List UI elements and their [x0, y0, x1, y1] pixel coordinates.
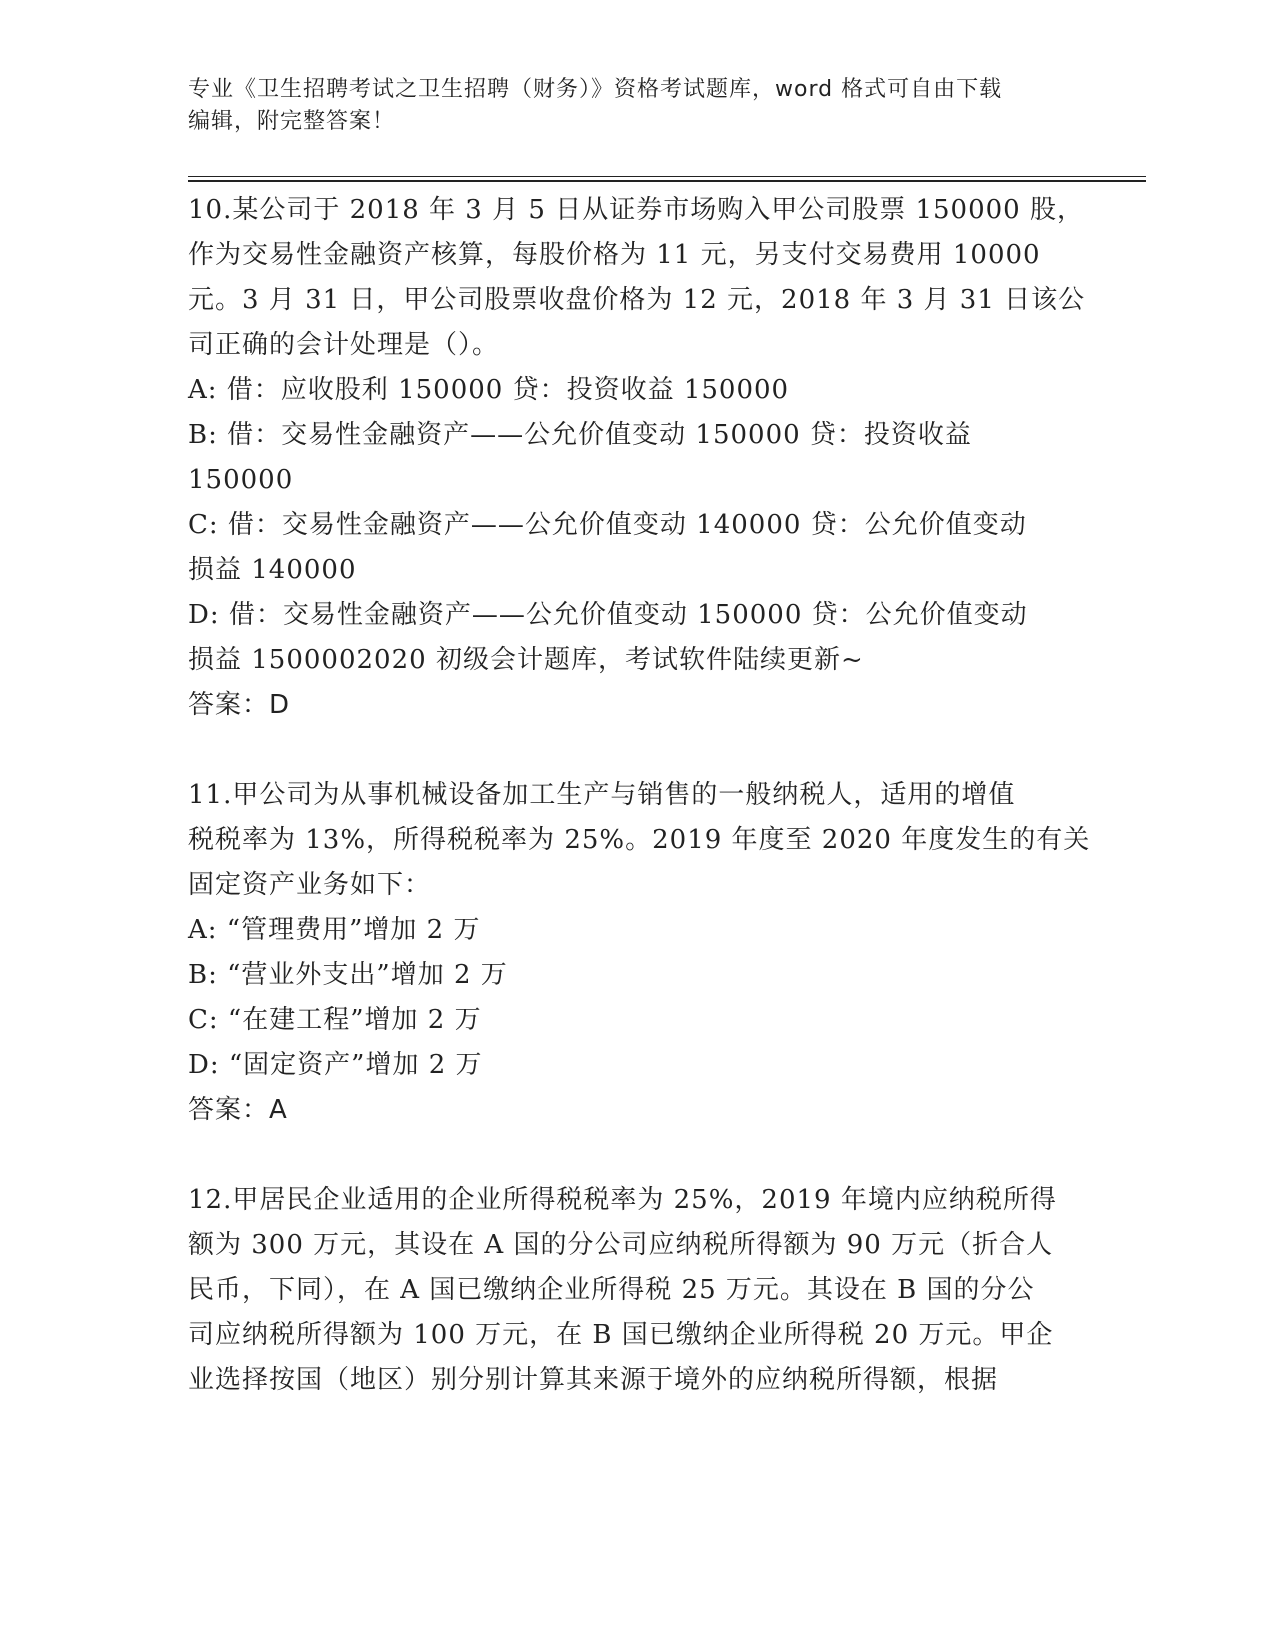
option-text-line: D: “固定资产”增加 2 万: [188, 1050, 483, 1080]
option-text-line: B: “营业外支出”增加 2 万: [188, 960, 508, 990]
question-text-line: 司正确的会计处理是（）。: [188, 330, 500, 360]
question-text-line: 额为 300 万元，其设在 A 国的分公司应纳税所得额为 90 万元（折合人: [188, 1230, 1054, 1260]
option-a: [188, 368, 1068, 413]
question-11: [188, 773, 1091, 1133]
question-12: [188, 1178, 1068, 1403]
option-d: [188, 1043, 1068, 1088]
option-b: [188, 413, 1068, 503]
question-text-line: 元。3 月 31 日，甲公司股票收盘价格为 12 元，2018 年 3 月 31 日该公: [188, 285, 1086, 315]
question-text-line: 作为交易性金融资产核算，每股价格为 11 元，另支付交易费用 10000: [188, 240, 1041, 270]
option-text-line: B: 借：交易性金融资产——公允价值变动 150000 贷：投资收益: [188, 420, 972, 450]
document-header: [188, 74, 1068, 138]
question-text-line: 12.甲居民企业适用的企业所得税税率为 25%，2019 年境内应纳税所得: [188, 1185, 1057, 1215]
option-text-line: A: “管理费用”增加 2 万: [188, 915, 481, 945]
question-stem: [188, 188, 1086, 368]
question-text-line: 固定资产业务如下：: [188, 870, 432, 900]
option-a: [188, 908, 1068, 953]
header-divider: [188, 176, 1146, 182]
header-line: 专业《卫生招聘考试之卫生招聘（财务）》资格考试题库，word 格式可自由下载: [188, 77, 1003, 102]
option-text-line: C: “在建工程”增加 2 万: [188, 1005, 482, 1035]
spacer: [188, 728, 1068, 773]
question-text-line: 10.某公司于 2018 年 3 月 5 日从证券市场购入甲公司股票 150000 股，: [188, 195, 1084, 225]
option-c: [188, 998, 1068, 1043]
question-text-line: 业选择按国（地区）别分别计算其来源于境外的应纳税所得额，根据: [188, 1365, 999, 1395]
question-stem: [188, 1178, 1068, 1403]
answer-line: 答案：D: [188, 690, 291, 720]
question-text-line: 司应纳税所得额为 100 万元，在 B 国已缴纳企业所得税 20 万元。甲企: [188, 1320, 1054, 1350]
question-10: [188, 188, 1086, 728]
question-text-line: 11.甲公司为从事机械设备加工生产与销售的一般纳税人，适用的增值: [188, 780, 1016, 810]
option-b: [188, 953, 1068, 998]
header-line: 编辑，附完整答案！: [188, 109, 396, 134]
option-text-line: 150000: [188, 465, 294, 495]
option-d: [188, 593, 1068, 683]
question-stem: [188, 773, 1091, 908]
answer-line: 答案：A: [188, 1095, 288, 1125]
option-text-line: 损益 140000: [188, 555, 357, 585]
spacer: [188, 1133, 1068, 1178]
question-list: [188, 188, 1091, 1403]
option-text-line: 损益 1500002020 初级会计题库，考试软件陆续更新~: [188, 645, 864, 675]
option-c: [188, 503, 1068, 593]
question-text-line: 税税率为 13%，所得税税率为 25%。2019 年度至 2020 年度发生的有关: [188, 825, 1091, 855]
question-text-line: 民币，下同），在 A 国已缴纳企业所得税 25 万元。其设在 B 国的分公: [188, 1275, 1035, 1305]
option-text-line: C: 借：交易性金融资产——公允价值变动 140000 贷：公允价值变动: [188, 510, 1027, 540]
option-text-line: D: 借：交易性金融资产——公允价值变动 150000 贷：公允价值变动: [188, 600, 1028, 630]
option-text-line: A: 借：应收股利 150000 贷：投资收益 150000: [188, 375, 790, 405]
